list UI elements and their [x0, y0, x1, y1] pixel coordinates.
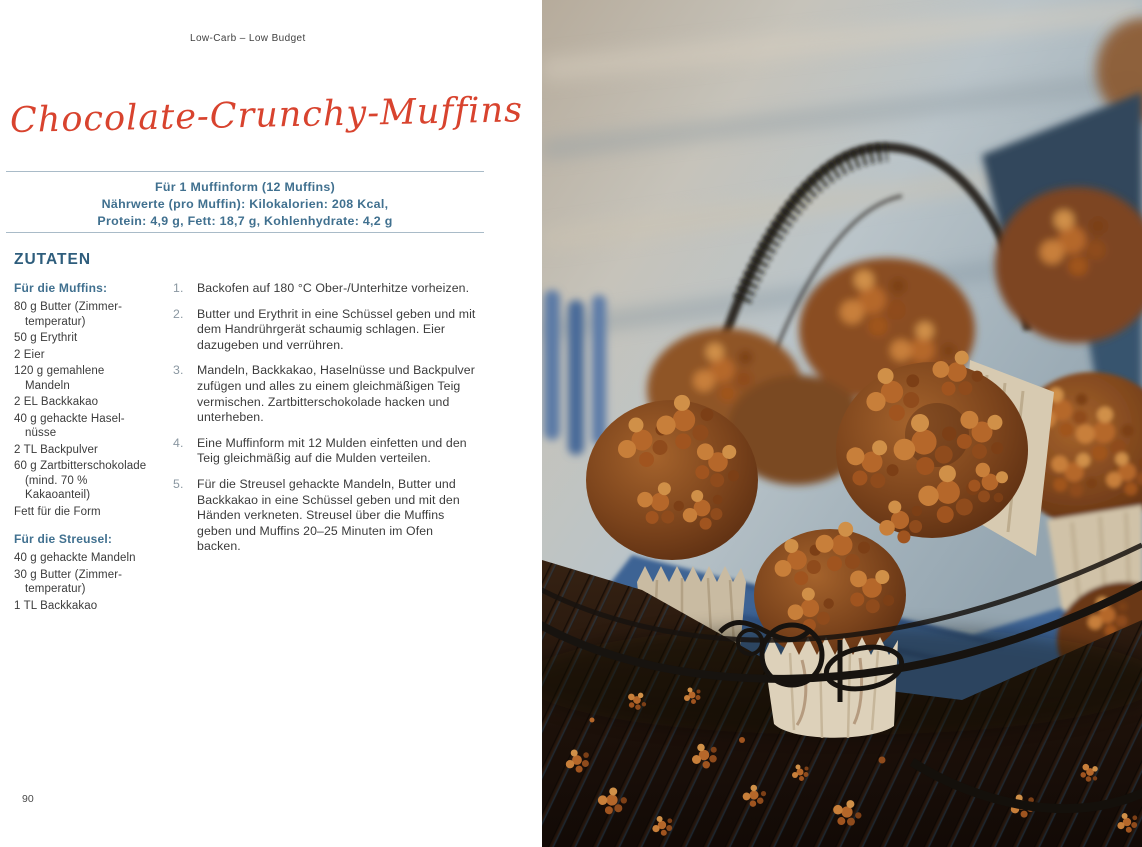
divider-line-bottom	[6, 232, 484, 233]
recipe-page	[0, 0, 542, 847]
step-item: Backofen auf 180 °C Ober-/Unterhitze vorheizen.	[197, 281, 470, 295]
ingredient-item: 1 TL Backkakao	[14, 599, 98, 612]
ingredient-group-title: Für die Muffins:	[14, 281, 108, 295]
ingredient-group-title: Für die Streusel:	[14, 532, 113, 546]
ingredient-item: 120 g gemahlene Mandeln	[14, 365, 105, 392]
ingredient-item: 2 TL Backpulver	[14, 443, 98, 456]
chapter-header: Low-Carb – Low Budget	[190, 33, 306, 44]
step-item: Eine Muffinform mit 12 Mulden einfetten und den Teig gleichmäßig auf die Mulden verteilen.	[197, 435, 467, 466]
recipe-photo	[542, 0, 1142, 847]
ingredient-item: 2 Eier	[14, 348, 45, 361]
preparation-steps	[172, 281, 478, 555]
step-item: Für die Streusel gehackte Mandeln, Butter und Backkakao in eine Schüssel geben und mit den Händen verkneten. Streusel über die Muffins geben und Muffins 20–25 Minuten im Ofen backen.	[197, 476, 460, 554]
ingredient-item: 80 g Butter (Zimmertemperatur)	[14, 301, 122, 328]
ingredient-item: 50 g Erythrit	[14, 332, 78, 344]
nutrition-line-1: Nährwerte (pro Muffin): Kilokalorien: 208 Kcal,	[101, 197, 389, 211]
ingredient-item: 40 g gehackte Haselnüsse	[14, 412, 125, 439]
nutrition-line-2: Protein: 4,9 g, Fett: 18,7 g, Kohlenhydrate: 4,2 g	[97, 214, 393, 228]
divider-line-top	[6, 171, 484, 172]
ingredient-item: Fett für die Form	[14, 505, 101, 518]
ingredient-list	[14, 551, 150, 613]
step-item: Mandeln, Backkakao, Haselnüsse und Backpulver zufügen und alles zu einem gleichmäßigen Teig vermischen. Zartbitterschokolade hacken und unterheben.	[197, 363, 475, 425]
ingredient-list	[14, 300, 150, 519]
yield-line: Für 1 Muffinform (12 Muffins)	[154, 180, 336, 194]
ingredient-item: 2 EL Backkakao	[14, 396, 99, 408]
ingredient-item: 60 g Zartbitterschokolade (mind. 70 % Kakaoanteil)	[14, 460, 147, 501]
ingredients-heading: ZUTATEN	[14, 251, 92, 268]
ingredient-item: 30 g Butter (Zimmertemperatur)	[14, 568, 122, 595]
ingredient-item: 40 g gehackte Mandeln	[14, 552, 136, 564]
recipe-body	[14, 281, 478, 626]
ingredients-column	[14, 281, 162, 626]
nutrition-info-block	[6, 179, 484, 230]
step-item: Butter und Erythrit in eine Schüssel geben und mit dem Handrührgerät schaumig schlagen. Eier dazugeben und verrühren.	[197, 306, 476, 352]
recipe-title: Chocolate-Crunchy-Muffins	[9, 90, 524, 141]
steps-column	[172, 281, 478, 626]
page-number: 90	[22, 793, 34, 805]
muffin-photo-illustration	[542, 0, 1142, 847]
